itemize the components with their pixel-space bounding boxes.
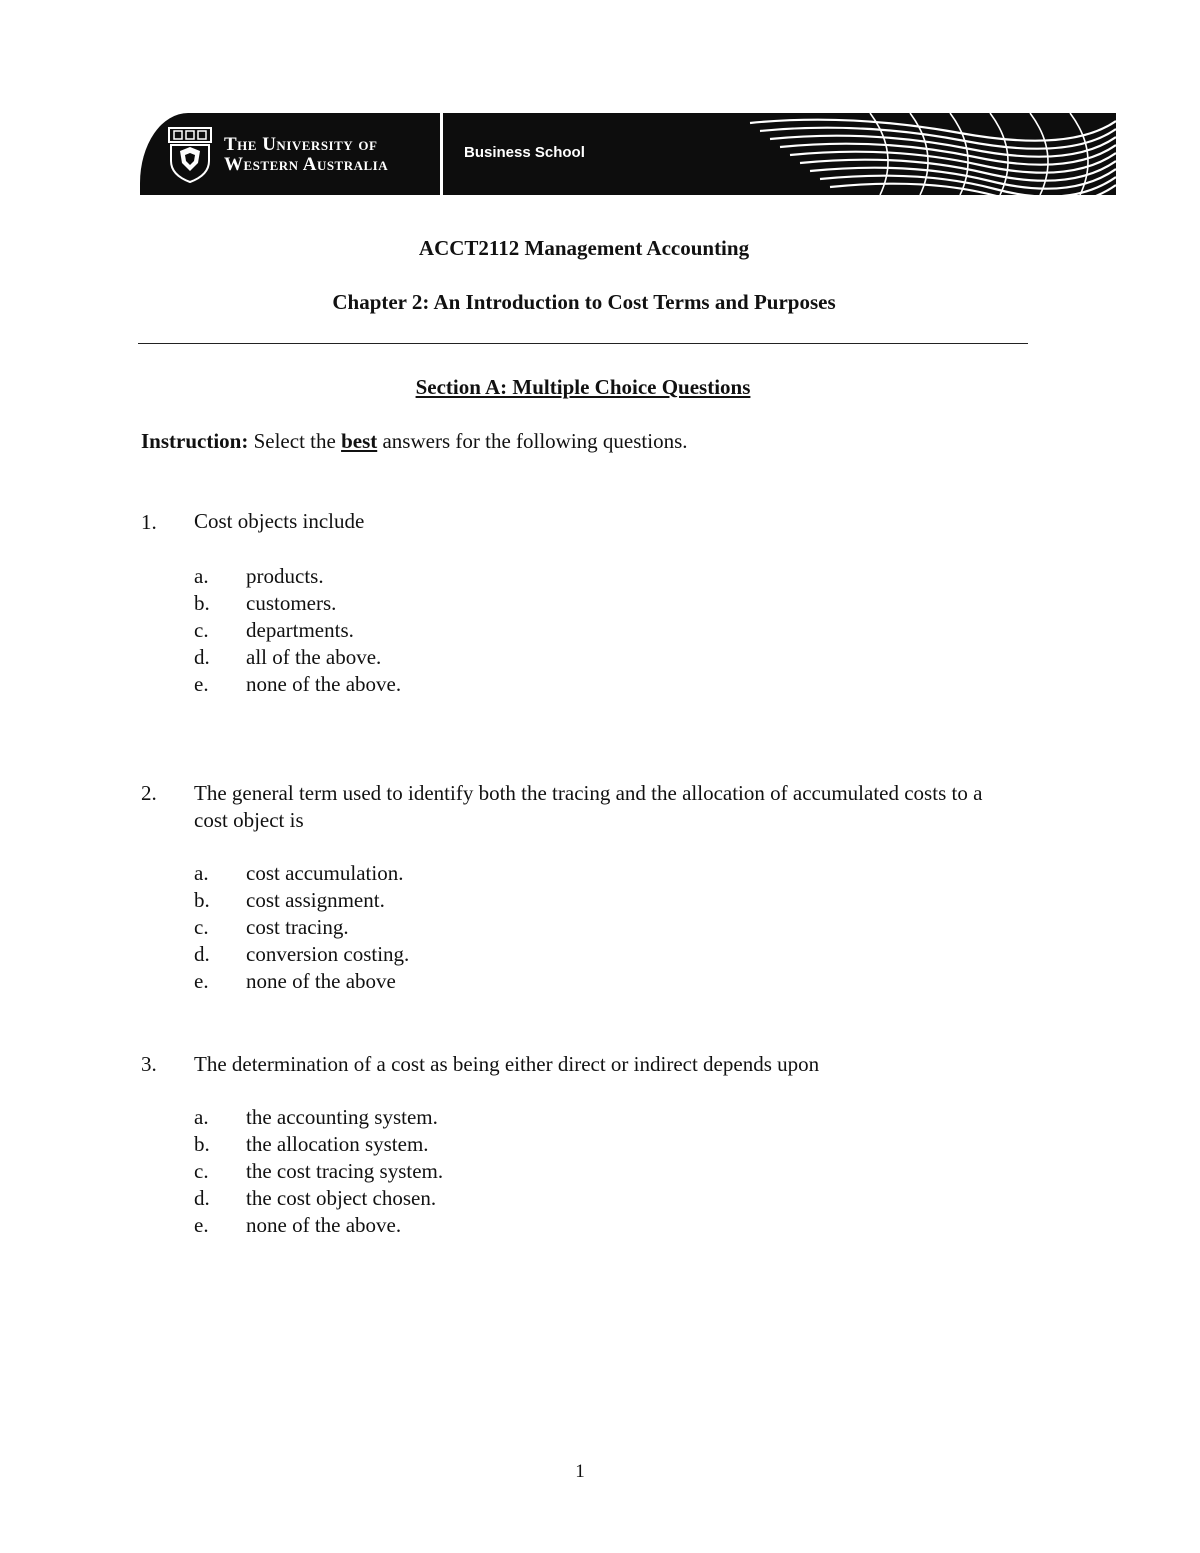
chapter-title: Chapter 2: An Introduction to Cost Terms and Purposes [332,290,836,314]
question-3-option-b-text: the allocation system. [246,1132,429,1156]
question-1-option-a-text: products. [246,564,324,588]
instruction-emphasis: best [341,429,378,453]
question-3-option-e-letter: e. [194,1213,209,1237]
question-2-option-a-letter: a. [194,861,209,885]
question-3-option-a-letter: a. [194,1105,209,1129]
instruction [141,429,688,454]
question-1-option-e-letter: e. [194,672,209,696]
question-2-option-e-text: none of the above [246,969,396,993]
question-2-option-d-letter: d. [194,942,210,966]
question-1-text: Cost objects include [194,509,365,533]
question-3-option-c-letter: c. [194,1159,209,1183]
instruction-label: Instruction: [141,429,249,453]
university-name [224,135,388,175]
question-1-option-b-letter: b. [194,591,210,615]
question-1-option-c-text: departments. [246,618,354,642]
school-name: Business School [464,144,585,161]
uwa-crest-icon [168,127,212,183]
question-3-option-d-text: the cost object chosen. [246,1186,437,1210]
question-2-option-e-letter: e. [194,969,209,993]
question-2-number: 2. [141,781,157,805]
question-2-option-b-letter: b. [194,888,210,912]
question-1-option-b-text: customers. [246,591,337,615]
section-title: Section A: Multiple Choice Questions [415,375,751,399]
course-title: ACCT2112 Management Accounting [418,236,750,260]
question-2-option-b-text: cost assignment. [246,888,385,912]
decorative-swirl-graphic [730,113,1116,195]
question-2-option-c-letter: c. [194,915,209,939]
header-banner [140,113,1116,195]
question-1-option-e-text: none of the above. [246,672,402,696]
question-3-number: 3. [141,1052,157,1076]
instruction-text-before: Select the [248,429,342,453]
question-2-text: The general term used to identify both the tracing and the allocation of accumulated costs to a cost object is [194,781,983,832]
question-3-option-c-text: the cost tracing system. [246,1159,444,1183]
question-3-option-a-text: the accounting system. [246,1105,438,1129]
question-2-option-a-text: cost accumulation. [246,861,404,885]
university-name-line1: The University of [224,134,378,155]
banner-divider [440,113,443,195]
question-3-option-b-letter: b. [194,1132,210,1156]
question-3-option-e-text: none of the above. [246,1213,402,1237]
page-number: 1 [575,1461,585,1482]
question-1-option-a-letter: a. [194,564,209,588]
question-2-option-d-text: conversion costing. [246,942,410,966]
question-1-option-d-letter: d. [194,645,210,669]
question-2-option-c-text: cost tracing. [246,915,349,939]
question-3-text: The determination of a cost as being either direct or indirect depends upon [194,1052,820,1076]
university-name-line2: Western Australia [224,154,389,175]
horizontal-rule [138,343,1028,344]
question-3-option-d-letter: d. [194,1186,210,1210]
instruction-text-after: answers for the following questions. [377,429,688,453]
question-1-option-d-text: all of the above. [246,645,382,669]
question-1-option-c-letter: c. [194,618,209,642]
question-1-number: 1. [141,510,157,534]
